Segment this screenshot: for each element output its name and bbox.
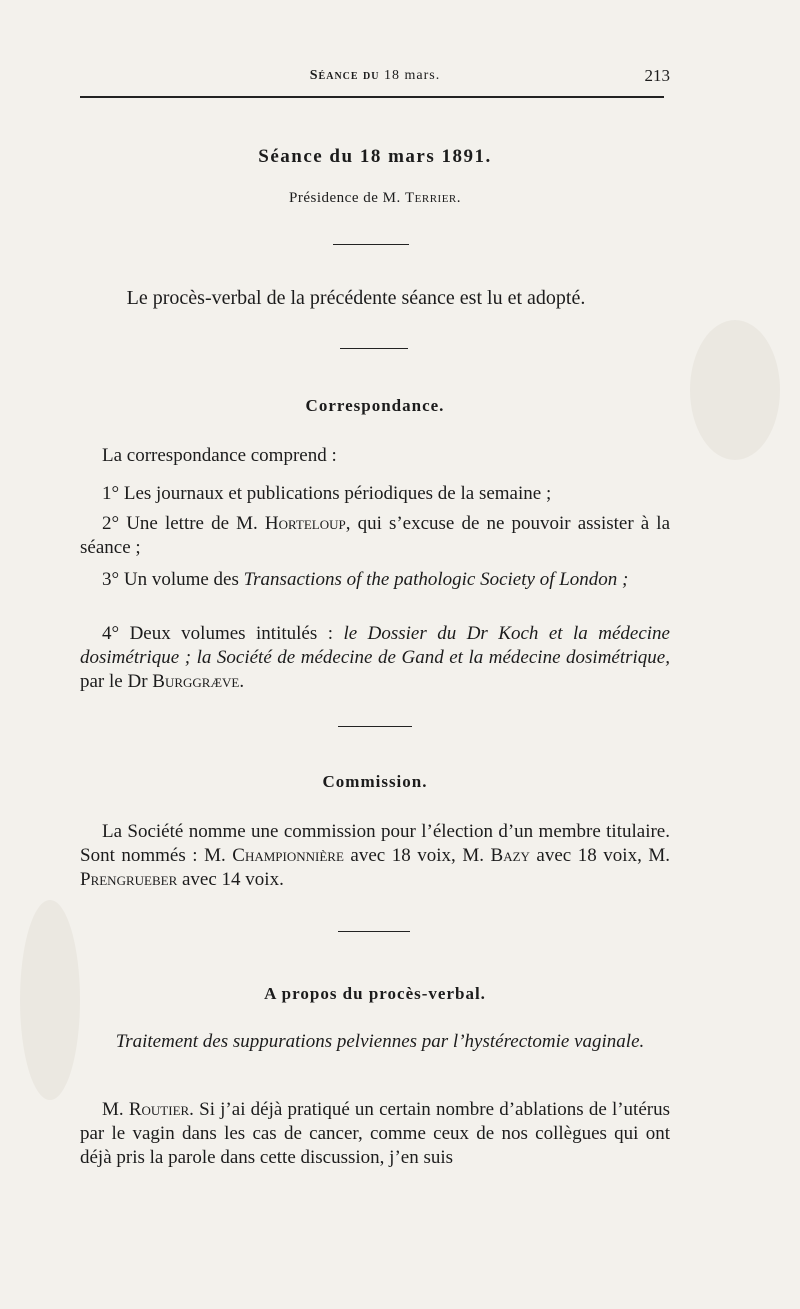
divider-rule — [333, 244, 409, 245]
running-title: Séance du 18 mars. — [309, 68, 441, 83]
seance-title: Séance du 18 mars 1891. — [258, 146, 492, 167]
header-rule — [80, 96, 664, 98]
commission-paragraph: La Société nomme une commission pour l’élection d’un membre titulaire. Sont nommés : M. Championnière avec 18 voix, M. Bazy avec 18 voix, M. Prengrueber avec 14 voix. — [80, 821, 670, 890]
section-heading-correspondance: Correspondance. — [305, 396, 445, 415]
section-heading-commission: Commission. — [322, 772, 428, 791]
paper-stain — [690, 320, 780, 460]
presidence-line: Présidence de M. Terrier. — [289, 190, 461, 206]
divider-rule — [338, 726, 412, 727]
proces-verbal-statement: Le procès-verbal de la précédente séance est lu et adopté. — [126, 287, 586, 309]
correspondance-intro: La correspondance comprend : — [102, 445, 337, 466]
divider-rule — [340, 348, 408, 349]
correspondance-item-1: 1° Les journaux et publications périodiques de la semaine ; — [102, 483, 552, 504]
discussion-subtitle: Traitement des suppurations pelviennes par l’hystérectomie vaginale. — [115, 1031, 645, 1052]
running-header — [80, 64, 670, 88]
routier-paragraph: M. Routier. Si j’ai déjà pratiqué un certain nombre d’ablations de l’utérus par le vagin dans les cas de cancer, comme ceux de nos collègues qui ont déjà pris la parole dans cette discussion, j’en suis — [80, 1099, 670, 1168]
section-heading-proces-verbal: A propos du procès-verbal. — [264, 984, 486, 1003]
correspondance-item-3: 3° Un volume des Transactions of the pathologic Society of London ; — [102, 569, 629, 590]
paper-stain — [20, 900, 80, 1100]
correspondance-item-2: 2° Une lettre de M. Horteloup, qui s’excuse de ne pouvoir assister à la séance ; — [80, 513, 671, 558]
correspondance-item-4: 4° Deux volumes intitulés : le Dossier du Dr Koch et la médecine dosimétrique ; la Société de médecine de Gand et la médecine dosimétrique, par le Dr Burggræve. — [80, 623, 670, 692]
page-number: 213 — [644, 66, 670, 85]
divider-rule — [338, 931, 410, 932]
